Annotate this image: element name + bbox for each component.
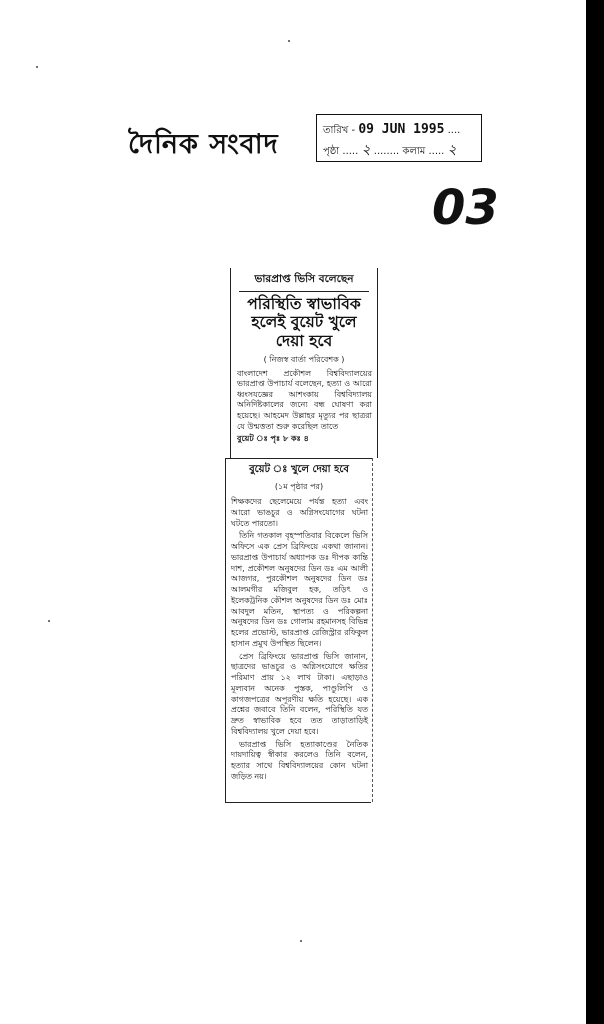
body-paragraph: প্রেস ব্রিফিংয়ে ভারপ্রাপ্ত ভিসি জানান, ছাত্রদের ভাঙচুর ও অগ্নিসংযোগে ক্ষতির পরিমাণ প্রায় ১২ লাখ টাকা। এছাড়াও মূল্যবান অনেক পুস্তক, পাণ্ডুলিপি ও কাগজপত্রের অপূরণীয় ক্ষতি হয়েছে। এক প্রশ্নের জবাবে তিনি বলেন, পরিস্থিতি যত দ্রুত স্বাভাবিক হবে তত তাড়াতাড়িই বিশ্ববিদ্যালয় খুলে দেয়া হবে। xyxy=(231,651,368,736)
continuation-from: (১ম পৃষ্ঠার পর) xyxy=(274,482,324,491)
continuation-subhead: বুয়েট ঃ খুলে দেয়া হবে xyxy=(249,464,349,475)
page-value: ২ xyxy=(361,142,371,158)
article-credit: ( নিজস্ব বার্তা পরিবেশক ) xyxy=(263,354,345,364)
scan-speck xyxy=(36,66,38,68)
article-kicker: ভারপ্রাপ্ত ভিসি বলেছেন xyxy=(239,272,369,292)
article-lead: বাংলাদেশ প্রকৌশল বিশ্ববিদ্যালয়ের ভারপ্রাপ্ত উপাচার্য বলেছেন, হত্যা ও আরো ধ্বংসযজ্ঞের আশংকায় বিশ্ববিদ্যালয় অনির্দিষ্টকালের জন্যে বন্ধ ঘোষণা করা হয়েছে। আহমেদ উল্লাহর মৃত্যুর পর ছাত্ররা যে উন্মত্ততা শুরু করেছিল তাতে xyxy=(237,368,372,431)
scan-speck xyxy=(48,620,50,622)
divider xyxy=(226,458,372,459)
date-label: তারিখ xyxy=(323,125,349,136)
continuation-clipping xyxy=(225,458,373,802)
body-paragraph: শিক্ষকদের ছেলেমেয়ে পর্যন্ত হত্যা এবং আরো ভাঙচুর ও অগ্নিসংযোগের ঘটনা ঘটতে পারতো। xyxy=(231,497,368,528)
folio-number: 03 xyxy=(432,180,499,236)
article-jump: বুয়েট ঃ পৃঃ ৮ কঃ ৪ xyxy=(237,434,309,444)
newspaper-masthead: দৈনিক সংবাদ xyxy=(128,129,279,160)
body-paragraph: ভারপ্রাপ্ত ভিসি হত্যাকাণ্ডের নৈতিক দায়দায়িত্ব স্বীকার করলেও তিনি বলেন, হত্যার সাথে বিশ্ববিদ্যালয়ের কোন ঘটনা জড়িত নয়। xyxy=(231,739,368,781)
continuation-body xyxy=(231,497,368,783)
column-value: ২ xyxy=(447,142,457,158)
scan-speck xyxy=(288,40,290,42)
article-headline: পরিস্থিতি স্বাভাবিক হলেই বুয়েট খুলে দেয়া হবে xyxy=(247,295,361,350)
page-label: পৃষ্ঠা xyxy=(323,146,340,157)
body-paragraph: তিনি গতকাল বৃহস্পতিবার বিকেলে ভিসি অফিসে এক প্রেস ব্রিফিংয়ে একথা জানান। ভারপ্রাপ্ত উপাচার্য অধ্যাপক ডঃ দীপক কান্তি দাশ, প্রকৌশল অনুষদের ডিন ডঃ এম আলী আজগর, পুরকৌশল অনুষদের ডিন ডঃ আলমগীর মজিবুল হক, তড়িৎ ও ইলেকট্রনিক কৌশল অনুষদের ডিন ডঃ মোঃ আবদুল মতিন, স্থাপত্য ও পরিকল্পনা অনুষদের ডিন ডঃ গোলাম রহমানসহ বিভিন্ন হলের প্রভোস্ট, ভারপ্রাপ্ত রেজিস্ট্রার রফিকুল হাসান প্রমুখ উপস্থিত ছিলেন। xyxy=(231,531,368,648)
article-clipping xyxy=(230,268,378,458)
date-stamp-box: তারিখ - 09 JUN 1995 .... পৃষ্ঠা ..... ২ ........ কলাম ..... ২ xyxy=(316,114,482,162)
date-value: 09 JUN 1995 xyxy=(358,122,445,137)
scan-speck xyxy=(300,940,302,942)
bottom-rule xyxy=(225,802,371,803)
column-label: কলাম xyxy=(402,146,426,157)
scan-edge xyxy=(586,0,604,1024)
